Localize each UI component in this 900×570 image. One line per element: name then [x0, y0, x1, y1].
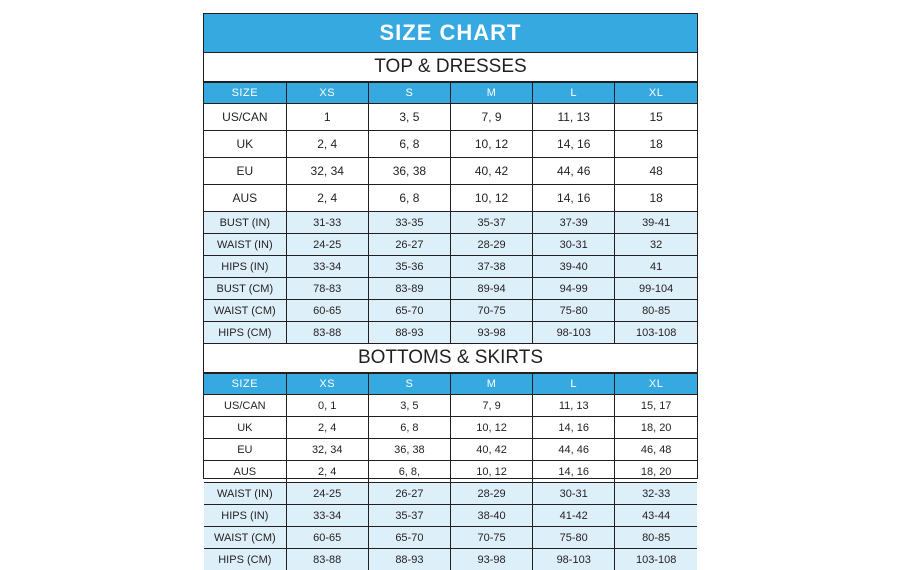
cell-value: 46, 48: [615, 439, 697, 461]
cell-value: 93-98: [450, 322, 532, 344]
cell-value: 33-35: [368, 212, 450, 234]
cell-value: 70-75: [450, 300, 532, 322]
row-label: US/CAN: [204, 395, 286, 417]
cell-value: 43-44: [615, 505, 697, 527]
table-row: [204, 212, 697, 234]
cell-value: 32-33: [615, 483, 697, 505]
cell-value: 14, 16: [533, 461, 615, 483]
cell-value: 36, 38: [368, 439, 450, 461]
cell-value: 36, 38: [368, 158, 450, 185]
cell-value: 10, 12: [450, 131, 532, 158]
cell-value: 26-27: [368, 483, 450, 505]
cell-value: 32, 34: [286, 158, 368, 185]
column-header-s: S: [368, 374, 450, 395]
size-chart-container: [203, 13, 698, 479]
row-label: EU: [204, 439, 286, 461]
cell-value: 33-34: [286, 505, 368, 527]
cell-value: 14, 16: [533, 417, 615, 439]
cell-value: 88-93: [368, 322, 450, 344]
table-row: [204, 278, 697, 300]
row-label: UK: [204, 131, 286, 158]
table-body-bottoms-skirts: [204, 374, 697, 570]
table-header-row: [204, 374, 697, 395]
cell-value: 99-104: [615, 278, 697, 300]
table-row: [204, 158, 697, 185]
page-title: SIZE CHART: [204, 14, 697, 53]
row-label: EU: [204, 158, 286, 185]
cell-value: 6, 8: [368, 185, 450, 212]
table-row: [204, 234, 697, 256]
section-title-top-dresses: TOP & DRESSES: [204, 53, 697, 82]
row-label: UK: [204, 417, 286, 439]
cell-value: 6, 8,: [368, 461, 450, 483]
table-row: [204, 300, 697, 322]
cell-value: 40, 42: [450, 439, 532, 461]
cell-value: 6, 8: [368, 417, 450, 439]
cell-value: 11, 13: [533, 104, 615, 131]
cell-value: 11, 13: [533, 395, 615, 417]
cell-value: 10, 12: [450, 461, 532, 483]
cell-value: 65-70: [368, 300, 450, 322]
cell-value: 10, 12: [450, 185, 532, 212]
row-label: WAIST (IN): [204, 483, 286, 505]
table-row: [204, 131, 697, 158]
column-header-l: L: [533, 83, 615, 104]
cell-value: 35-36: [368, 256, 450, 278]
cell-value: 2, 4: [286, 417, 368, 439]
cell-value: 80-85: [615, 300, 697, 322]
cell-value: 7, 9: [450, 104, 532, 131]
cell-value: 80-85: [615, 527, 697, 549]
cell-value: 2, 4: [286, 131, 368, 158]
cell-value: 28-29: [450, 483, 532, 505]
cell-value: 35-37: [368, 505, 450, 527]
cell-value: 31-33: [286, 212, 368, 234]
cell-value: 15: [615, 104, 697, 131]
row-label: WAIST (CM): [204, 527, 286, 549]
row-label: HIPS (CM): [204, 322, 286, 344]
table-row: [204, 461, 697, 483]
cell-value: 60-65: [286, 300, 368, 322]
cell-value: 30-31: [533, 483, 615, 505]
cell-value: 78-83: [286, 278, 368, 300]
cell-value: 93-98: [450, 549, 532, 570]
cell-value: 1: [286, 104, 368, 131]
column-header-s: S: [368, 83, 450, 104]
row-label: BUST (CM): [204, 278, 286, 300]
cell-value: 39-40: [533, 256, 615, 278]
table-row: [204, 483, 697, 505]
cell-value: 88-93: [368, 549, 450, 570]
cell-value: 3, 5: [368, 395, 450, 417]
cell-value: 10, 12: [450, 417, 532, 439]
table-row: [204, 256, 697, 278]
table-row: [204, 322, 697, 344]
cell-value: 83-88: [286, 549, 368, 570]
cell-value: 39-41: [615, 212, 697, 234]
cell-value: 60-65: [286, 527, 368, 549]
row-label: BUST (IN): [204, 212, 286, 234]
row-label: WAIST (IN): [204, 234, 286, 256]
column-header-xl: XL: [615, 374, 697, 395]
cell-value: 41-42: [533, 505, 615, 527]
table-row: [204, 439, 697, 461]
cell-value: 75-80: [533, 527, 615, 549]
cell-value: 44, 46: [533, 439, 615, 461]
table-header-row: [204, 83, 697, 104]
table-row: [204, 527, 697, 549]
cell-value: 28-29: [450, 234, 532, 256]
cell-value: 48: [615, 158, 697, 185]
cell-value: 44, 46: [533, 158, 615, 185]
cell-value: 35-37: [450, 212, 532, 234]
row-label: HIPS (IN): [204, 505, 286, 527]
cell-value: 24-25: [286, 234, 368, 256]
cell-value: 41: [615, 256, 697, 278]
cell-value: 70-75: [450, 527, 532, 549]
cell-value: 18: [615, 131, 697, 158]
cell-value: 14, 16: [533, 131, 615, 158]
table-row: [204, 185, 697, 212]
section-title-bottoms-skirts: BOTTOMS & SKIRTS: [204, 343, 697, 373]
table-row: [204, 549, 697, 570]
column-header-xs: XS: [286, 83, 368, 104]
row-label: WAIST (CM): [204, 300, 286, 322]
cell-value: 38-40: [450, 505, 532, 527]
row-label: US/CAN: [204, 104, 286, 131]
cell-value: 26-27: [368, 234, 450, 256]
cell-value: 103-108: [615, 322, 697, 344]
cell-value: 2, 4: [286, 185, 368, 212]
cell-value: 33-34: [286, 256, 368, 278]
row-label: AUS: [204, 461, 286, 483]
cell-value: 65-70: [368, 527, 450, 549]
cell-value: 2, 4: [286, 461, 368, 483]
column-header-m: M: [450, 374, 532, 395]
column-header-xs: XS: [286, 374, 368, 395]
cell-value: 18, 20: [615, 461, 697, 483]
table-bottoms-skirts: [204, 373, 697, 570]
column-header-size: SIZE: [204, 374, 286, 395]
cell-value: 37-39: [533, 212, 615, 234]
cell-value: 24-25: [286, 483, 368, 505]
cell-value: 15, 17: [615, 395, 697, 417]
cell-value: 98-103: [533, 322, 615, 344]
cell-value: 37-38: [450, 256, 532, 278]
column-header-l: L: [533, 374, 615, 395]
cell-value: 6, 8: [368, 131, 450, 158]
cell-value: 30-31: [533, 234, 615, 256]
column-header-m: M: [450, 83, 532, 104]
cell-value: 75-80: [533, 300, 615, 322]
cell-value: 103-108: [615, 549, 697, 570]
column-header-size: SIZE: [204, 83, 286, 104]
cell-value: 18, 20: [615, 417, 697, 439]
table-top-dresses: [204, 82, 697, 343]
cell-value: 14, 16: [533, 185, 615, 212]
cell-value: 7, 9: [450, 395, 532, 417]
cell-value: 89-94: [450, 278, 532, 300]
cell-value: 83-88: [286, 322, 368, 344]
cell-value: 98-103: [533, 549, 615, 570]
cell-value: 32, 34: [286, 439, 368, 461]
table-row: [204, 395, 697, 417]
cell-value: 0, 1: [286, 395, 368, 417]
cell-value: 94-99: [533, 278, 615, 300]
table-row: [204, 104, 697, 131]
table-row: [204, 417, 697, 439]
cell-value: 18: [615, 185, 697, 212]
row-label: AUS: [204, 185, 286, 212]
cell-value: 83-89: [368, 278, 450, 300]
cell-value: 40, 42: [450, 158, 532, 185]
row-label: HIPS (IN): [204, 256, 286, 278]
cell-value: 3, 5: [368, 104, 450, 131]
table-body-top-dresses: [204, 83, 697, 344]
cell-value: 32: [615, 234, 697, 256]
table-row: [204, 505, 697, 527]
row-label: HIPS (CM): [204, 549, 286, 570]
column-header-xl: XL: [615, 83, 697, 104]
